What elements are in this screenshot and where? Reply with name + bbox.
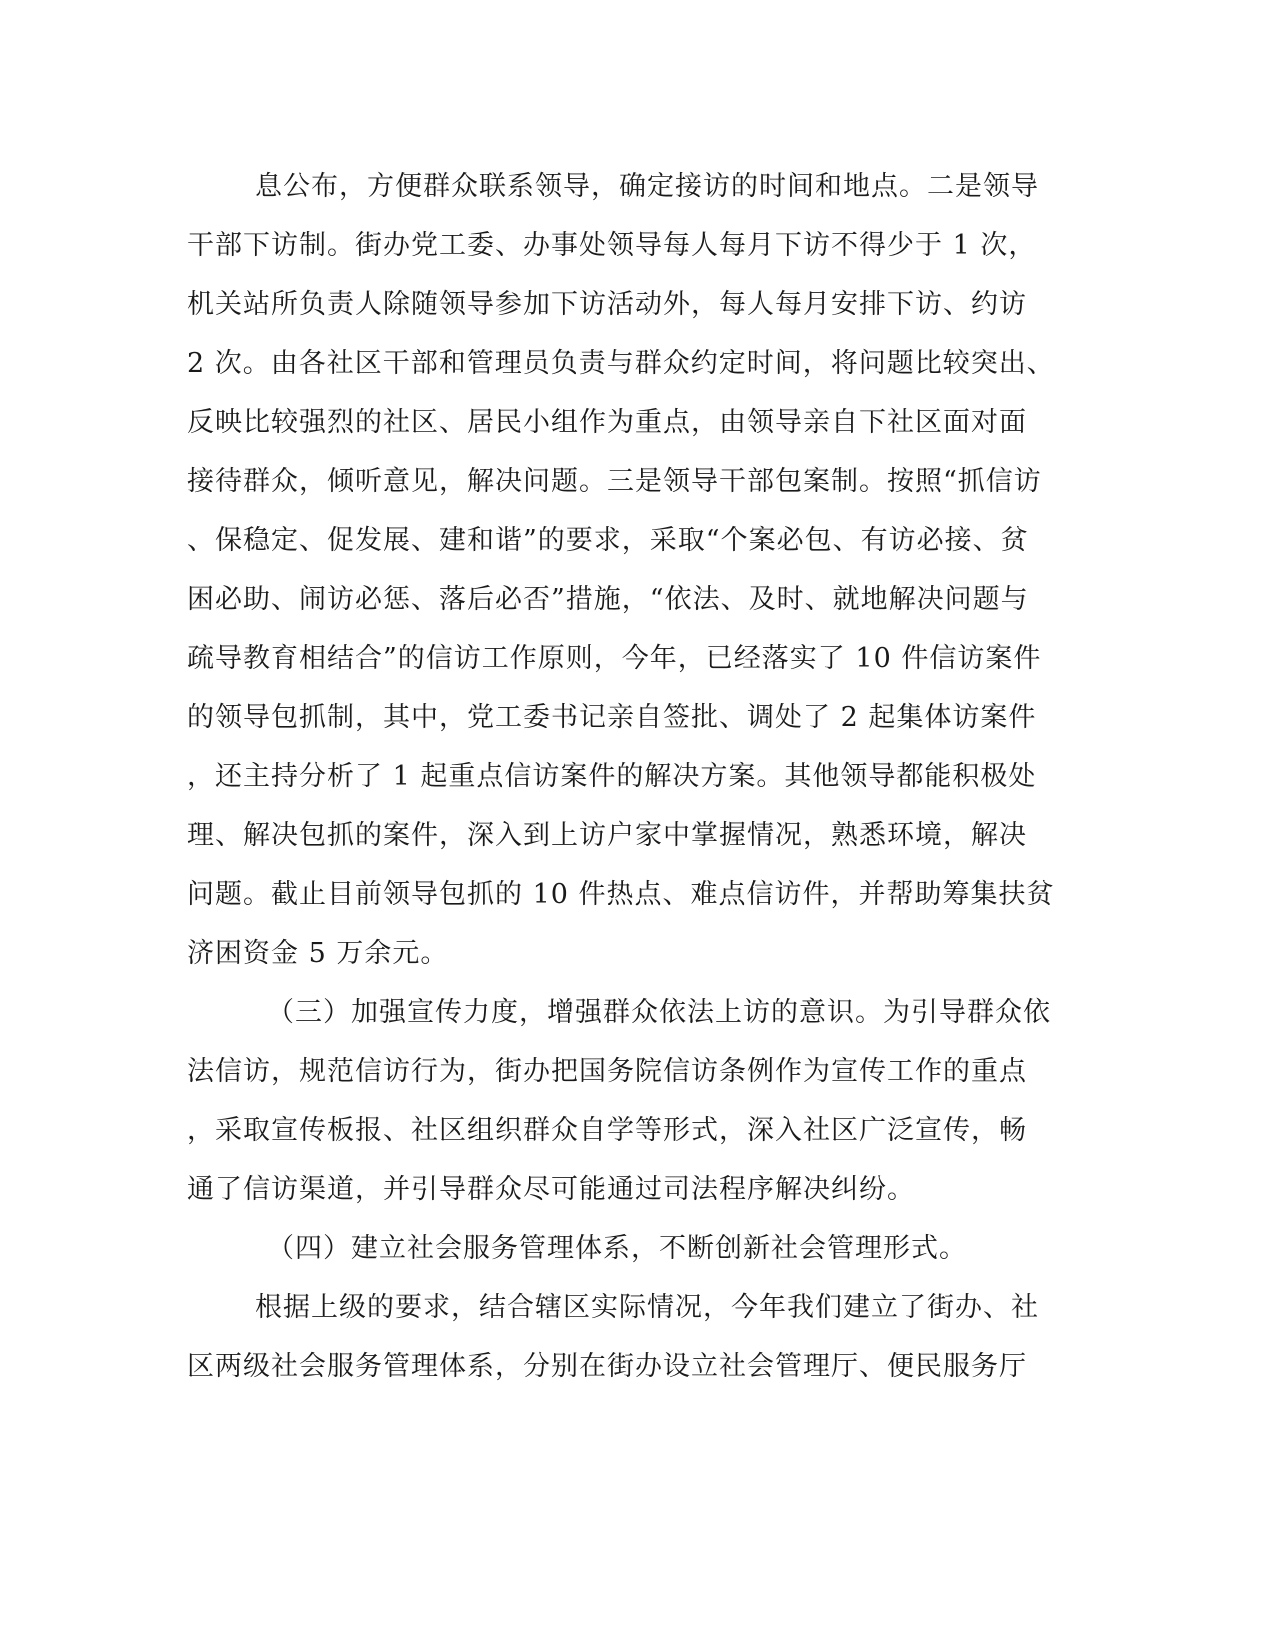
text-line: 法信访，规范信访行为，街办把国务院信访条例作为宣传工作的重点: [187, 1056, 1027, 1087]
text-line: 、保稳定、促发展、建和谐”的要求，采取“个案必包、有访必接、贫: [187, 525, 1029, 556]
text-line: 反映比较强烈的社区、居民小组作为重点，由领导亲自下社区面对面: [187, 407, 1027, 438]
text-line: 理、解决包抓的案件，深入到上访户家中掌握情况，熟悉环境，解决: [187, 820, 1027, 851]
section-heading: （四）建立社会服务管理体系，不断创新社会管理形式。: [267, 1233, 967, 1264]
text-line: ，还主持分析了 1 起重点信访案件的解决方案。其他领导都能积极处: [187, 761, 1037, 792]
text-line: 的领导包抓制，其中，党工委书记亲自签批、调处了 2 起集体访案件: [187, 702, 1037, 733]
text-line: 息公布，方便群众联系领导，确定接访的时间和地点。二是领导: [255, 171, 1039, 202]
text-line: 困必助、闹访必惩、落后必否”措施，“依法、及时、就地解决问题与: [187, 584, 1029, 615]
section-heading-line: （三）加强宣传力度，增强群众依法上访的意识。为引导群众依: [267, 997, 1051, 1028]
text-line: 根据上级的要求，结合辖区实际情况，今年我们建立了街办、社: [255, 1292, 1039, 1323]
text-line: 机关站所负责人除随领导参加下访活动外，每人每月安排下访、约访: [187, 289, 1027, 320]
text-line: 区两级社会服务管理体系，分别在街办设立社会管理厅、便民服务厅: [187, 1351, 1027, 1382]
text-line: 接待群众，倾听意见，解决问题。三是领导干部包案制。按照“抓信访: [187, 466, 1042, 497]
text-line: 2 次。由各社区干部和管理员负责与群众约定时间，将问题比较突出、: [187, 348, 1055, 379]
body-text: [187, 157, 1067, 1396]
text-line: 济困资金 5 万余元。: [187, 938, 449, 969]
text-line: 通了信访渠道，并引导群众尽可能通过司法程序解决纠纷。: [187, 1174, 915, 1205]
text-line: 问题。截止目前领导包抓的 10 件热点、难点信访件，并帮助筹集扶贫: [187, 879, 1055, 910]
text-line: ，采取宣传板报、社区组织群众自学等形式，深入社区广泛宣传，畅: [187, 1115, 1027, 1146]
text-line: 疏导教育相结合”的信访工作原则，今年，已经落实了 10 件信访案件: [187, 643, 1042, 674]
text-line: 干部下访制。街办党工委、办事处领导每人每月下访不得少于 1 次，: [187, 230, 1037, 261]
